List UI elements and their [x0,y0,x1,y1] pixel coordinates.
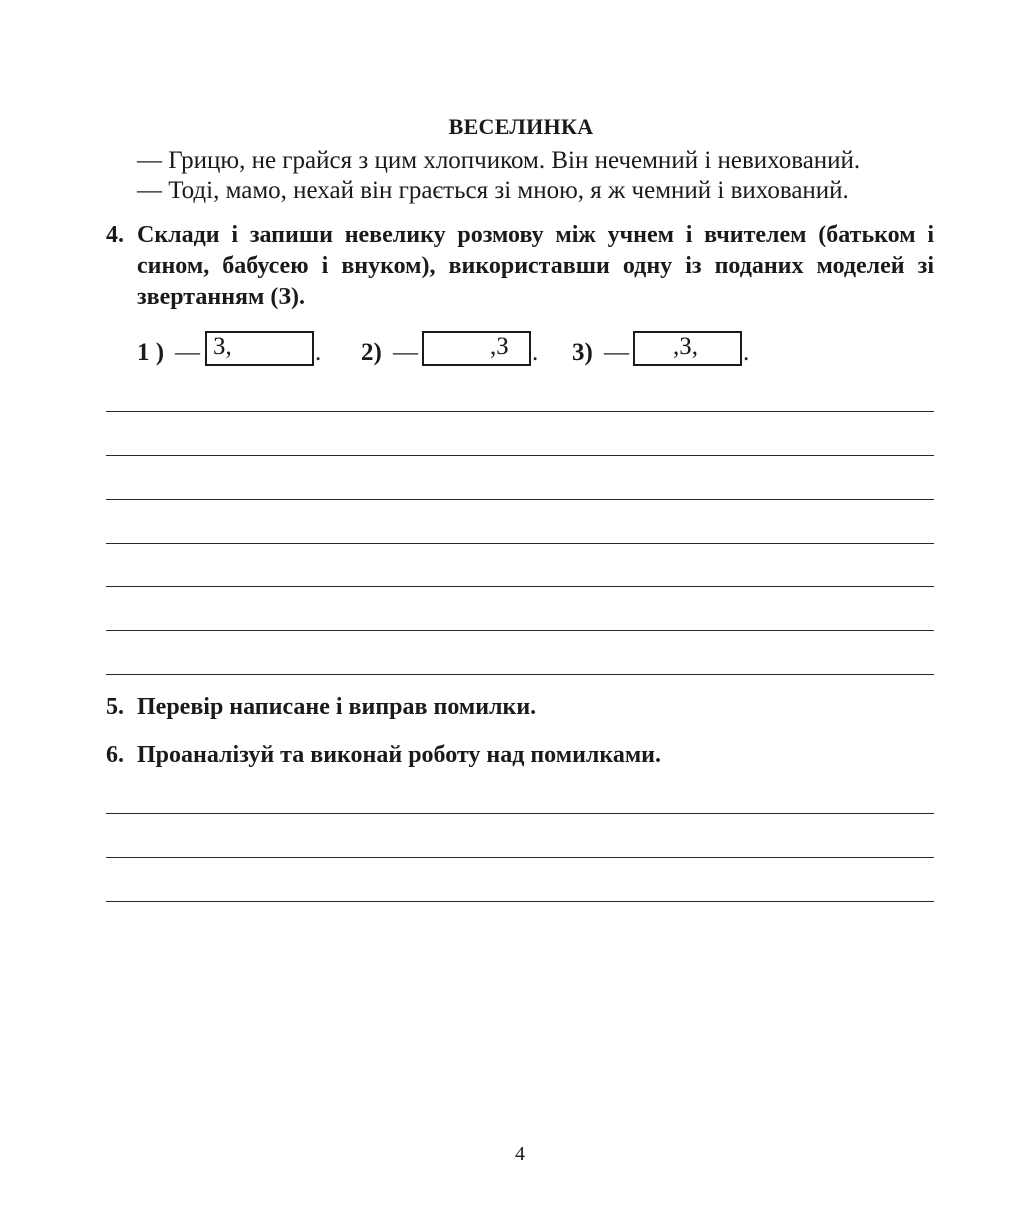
model-2-box-text: ,З [490,333,509,360]
writing-line[interactable] [106,813,934,814]
writing-line[interactable] [106,630,934,631]
joke-line-2: — Тоді, мамо, нехай він грається зі мною, я ж чемний і вихований. [137,177,849,204]
writing-line[interactable] [106,455,934,456]
task-6-text: Проаналізуй та виконай роботу над помилками. [137,742,662,768]
writing-line[interactable] [106,543,934,544]
model-1-end: . [315,339,322,366]
model-1-box-text: З, [213,333,232,360]
writing-line[interactable] [106,499,934,500]
model-1-dash: — [175,339,200,366]
page-number: 4 [515,1143,525,1165]
model-3-end: . [743,339,750,366]
model-2-box [422,331,531,366]
task-4-text: Склади і запиши невелику розмову між учнем і вчителем (батьком і сином, бабусею і внуком), використавши одну із поданих моделей зі звертанням (З). [137,222,934,310]
model-1-label: 1 ) [137,339,165,366]
writing-line[interactable] [106,411,934,412]
joke-title: ВЕСЕЛИНКА [448,114,594,139]
task-4-number: 4. [106,222,124,248]
writing-line[interactable] [106,586,934,587]
task-6-number: 6. [106,742,124,768]
writing-line[interactable] [106,674,934,675]
task-5-text: Перевір написане і виправ помилки. [137,694,537,720]
task-5-number: 5. [106,694,124,720]
model-1-box [205,331,314,366]
writing-line[interactable] [106,901,934,902]
task-6 [106,740,934,771]
model-2-dash: — [393,339,418,366]
model-3-box [633,331,742,366]
model-2-end: . [532,339,539,366]
model-2-label: 2) [361,339,382,366]
joke-line-1: — Грицю, не грайся з цим хлопчиком. Він нечемний і невихований. [137,147,861,174]
model-3-label: 3) [572,339,593,366]
task-5 [106,692,934,723]
model-3-dash: — [604,339,629,366]
writing-line[interactable] [106,857,934,858]
model-3-box-text: ,З, [673,333,699,360]
task-4 [106,220,934,313]
